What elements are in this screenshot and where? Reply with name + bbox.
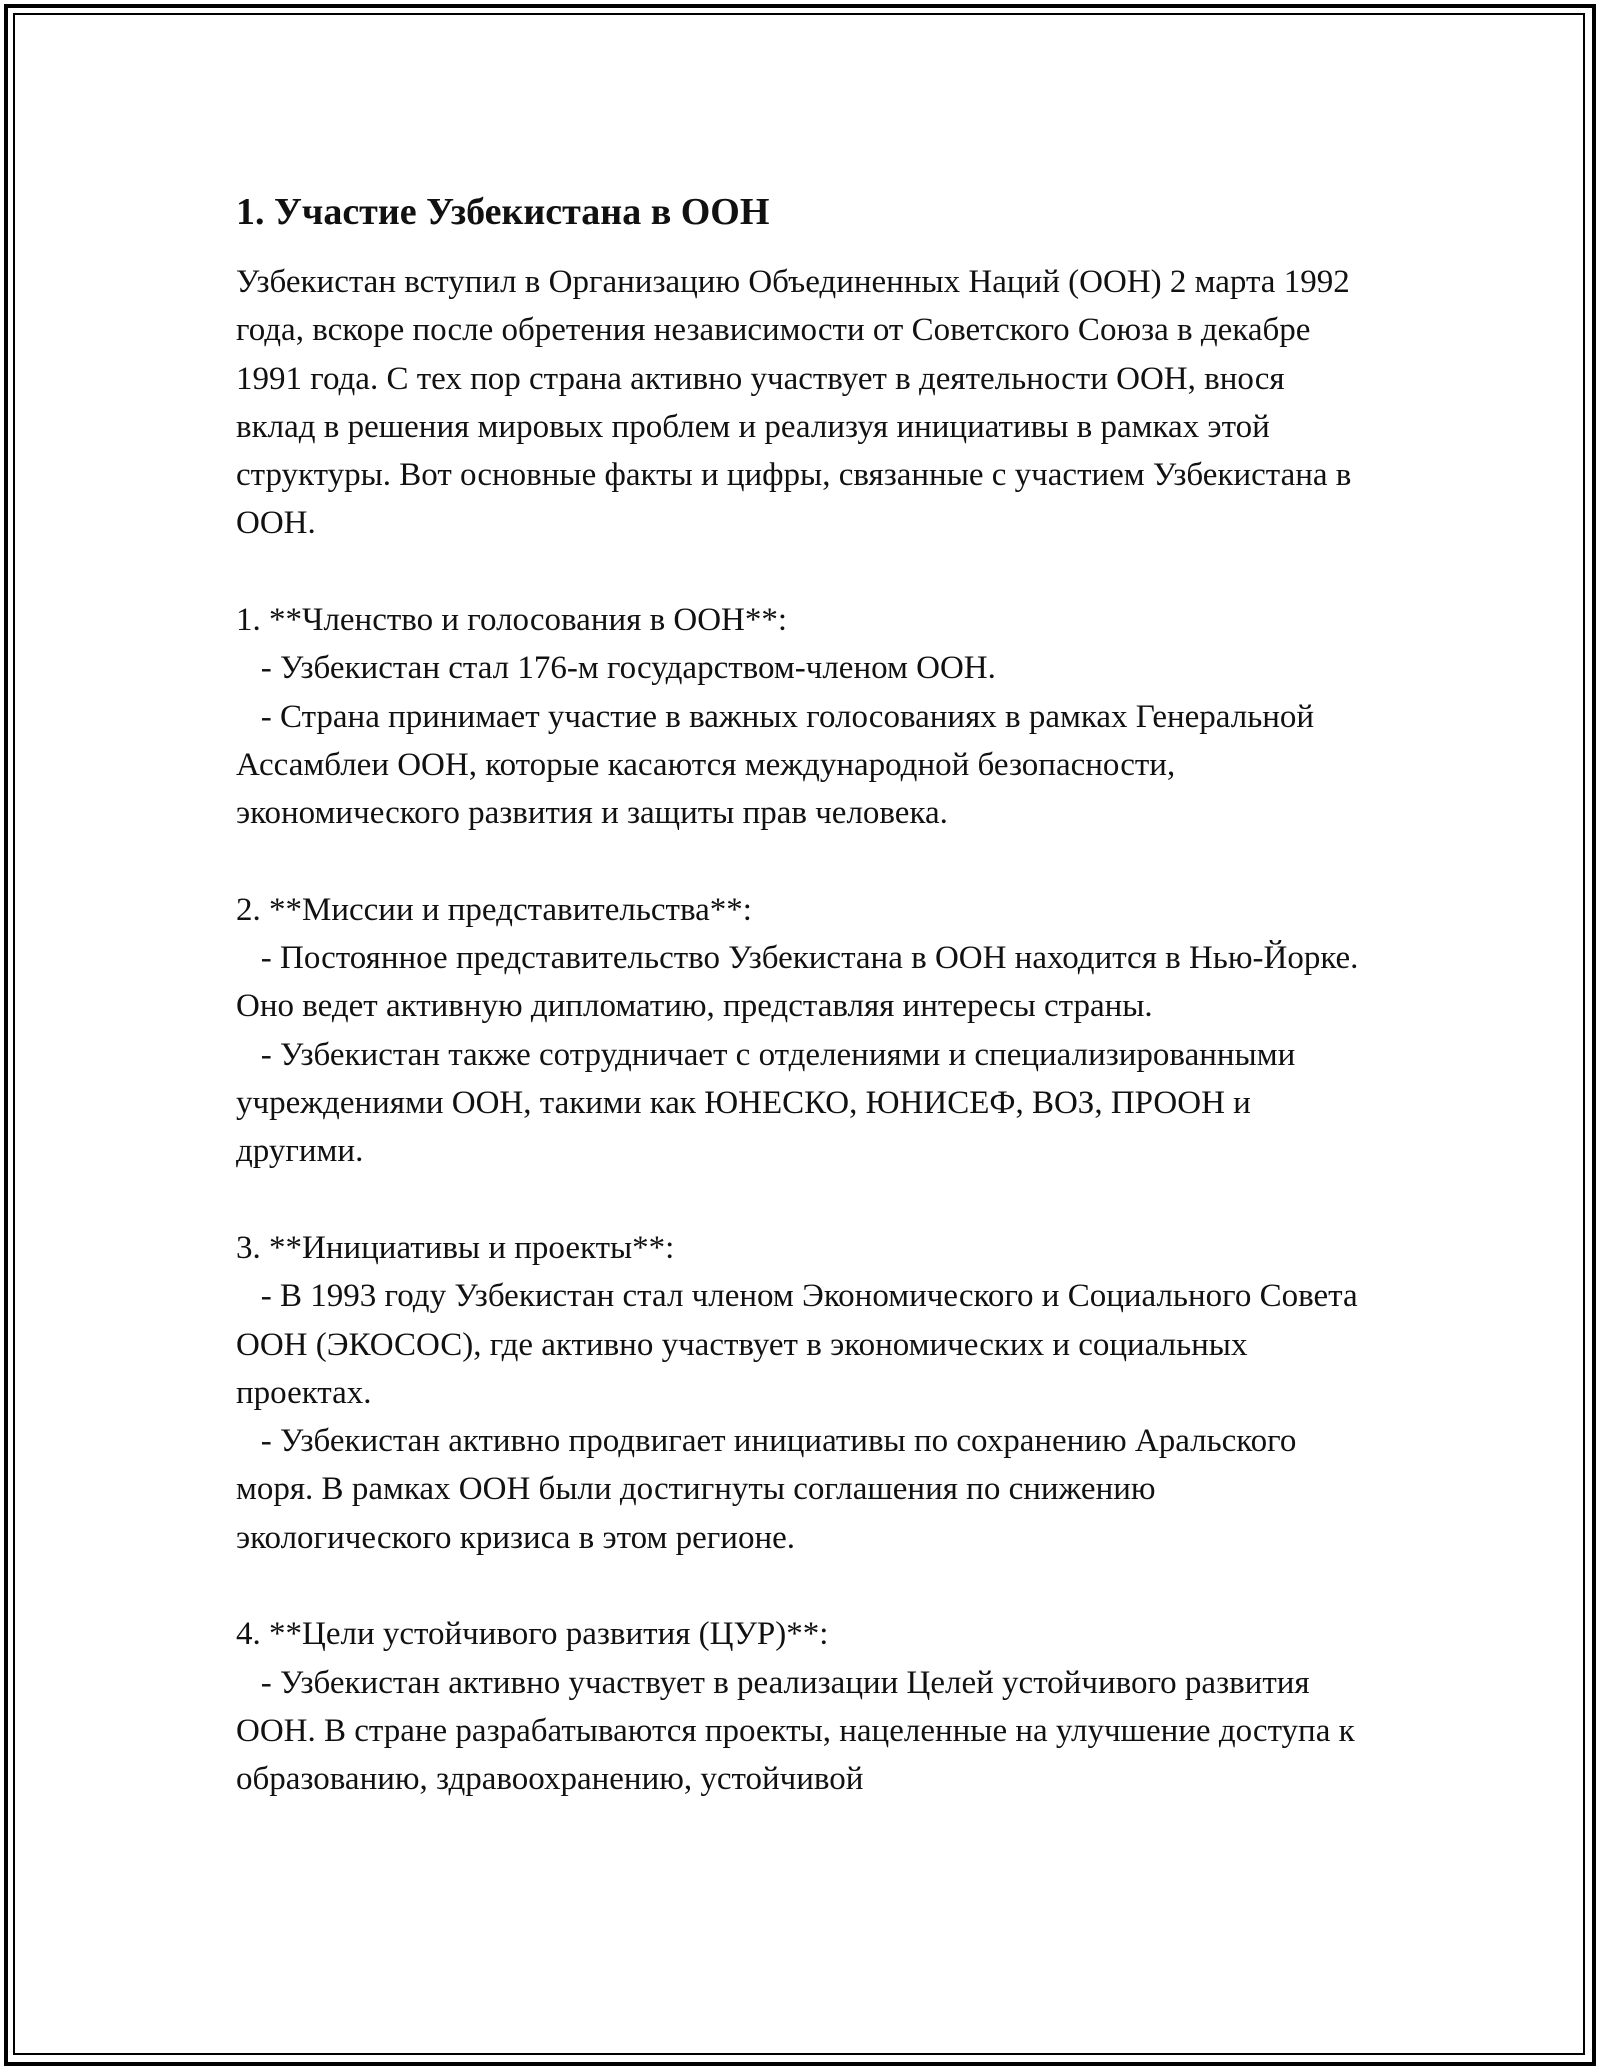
document-body	[236, 186, 1366, 1804]
section-1-item-1: - Узбекистан стал 176-м государством-членом ООН.	[236, 650, 996, 687]
section-1-item-1-text: Узбекистан стал 176-м государством-членом ООН.	[280, 650, 996, 687]
spacer	[236, 1562, 1366, 1610]
section-heading-1: 1. **Членство и голосования в ООН**:	[236, 602, 788, 639]
section-4-item-1-text: Узбекистан активно участвует в реализации Целей устойчивого развития ООН. В стране разрабатываются проекты, нацеленные на улучшение доступа к образованию, здравоохранению, устойчивой	[236, 1664, 1363, 1798]
section-2-item-1-text: Постоянное представительство Узбекистана в ООН находится в Нью-Йорке. Оно ведет активную дипломатию, представляя интересы страны.	[236, 940, 1367, 1025]
spacer	[236, 548, 1366, 596]
section-2-item-2-text: Узбекистан также сотрудничает с отделениями и специализированными учреждениями ООН, такими как ЮНЕСКО, ЮНИСЕФ, ВОЗ, ПРООН и другими.	[236, 1036, 1304, 1170]
section-2-item-2: - Узбекистан также сотрудничает с отделениями и специализированными учреждениями ООН, такими как ЮНЕСКО, ЮНИСЕФ, ВОЗ, ПРООН и другими.	[236, 1036, 1304, 1170]
section-3-item-2-text: Узбекистан активно продвигает инициативы по сохранению Аральского моря. В рамках ООН были достигнуты соглашения по снижению экологического кризиса в этом регионе.	[236, 1423, 1305, 1556]
section-heading-3: 3. **Инициативы и проекты**:	[236, 1229, 675, 1266]
section-3-item-2: - Узбекистан активно продвигает инициативы по сохранению Аральского моря. В рамках ООН были достигнуты соглашения по снижению экологического кризиса в этом регионе.	[236, 1423, 1305, 1556]
section-3-item-1-text: В 1993 году Узбекистан стал членом Экономического и Социального Совета ООН (ЭКОСОС), где активно участвует в экономических и социальных проектах.	[236, 1278, 1366, 1411]
section-3-item-1: - В 1993 году Узбекистан стал членом Экономического и Социального Совета ООН (ЭКОСОС), где активно участвует в экономических и социальных проектах.	[236, 1278, 1366, 1411]
intro-paragraph: Узбекистан вступил в Организацию Объединенных Наций (ООН) 2 марта 1992 года, вскоре после обретения независимости от Советского Союза в декабре 1991 года. С тех пор страна активно участвует в деятельности ООН, внося вклад в решения мировых проблем и реализуя инициативы в рамках этой структуры. Вот основные факты и цифры, связанные с участием Узбекистана в ООН.	[236, 264, 1360, 542]
section-1-item-2-text: Страна принимает участие в важных голосованиях в рамках Генеральной Ассамблеи ООН, которые касаются международной безопасности, экономического развития и защиты прав человека.	[236, 698, 1323, 832]
section-heading-4: 4. **Цели устойчивого развития (ЦУР)**:	[236, 1616, 829, 1653]
section-4-item-1: - Узбекистан активно участвует в реализации Целей устойчивого развития ООН. В стране разрабатываются проекты, нацеленные на улучшение доступа к образованию, здравоохранению, устойчивой	[236, 1664, 1363, 1798]
spacer	[236, 838, 1366, 886]
page-title: 1. Участие Узбекистана в ООН	[236, 191, 770, 233]
spacer	[236, 1176, 1366, 1224]
section-1-item-2: - Страна принимает участие в важных голосованиях в рамках Генеральной Ассамблеи ООН, которые касаются международной безопасности, экономического развития и защиты прав человека.	[236, 698, 1323, 832]
section-heading-2: 2. **Миссии и представительства**:	[236, 891, 752, 928]
section-2-item-1: - Постоянное представительство Узбекистана в ООН находится в Нью-Йорке. Оно ведет активную дипломатию, представляя интересы страны.	[236, 940, 1367, 1025]
